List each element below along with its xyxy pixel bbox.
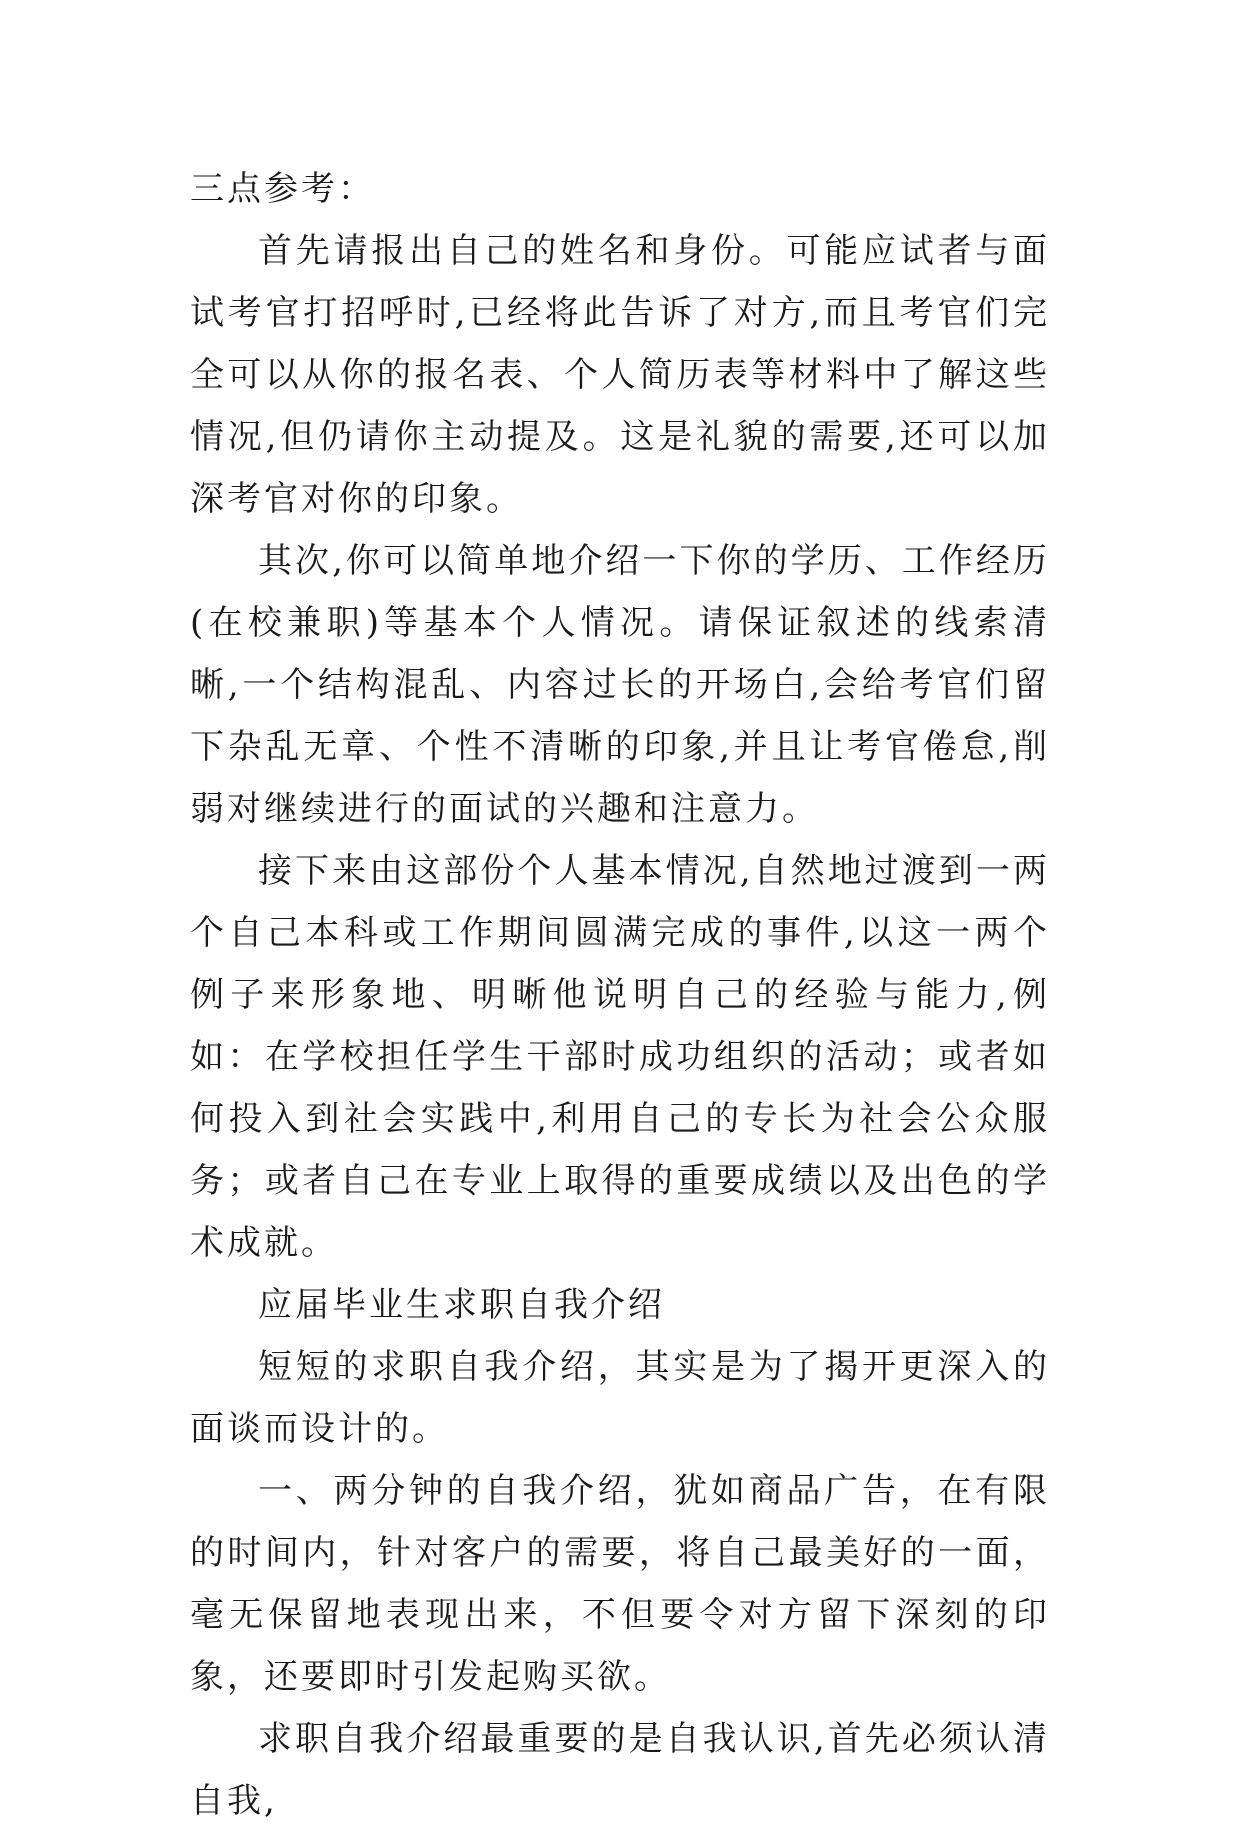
paragraph-intro-purpose: 短短的求职自我介绍，其实是为了揭开更深入的面谈而设计的。 (190, 1347, 1050, 1449)
paragraph-two-minute-intro: 一、两分钟的自我介绍，犹如商品广告，在有限的时间内，针对客户的需要，将自己最美好的一面，毫无保留地表现出来，不但要令对方留下深刻的印象，还要即时引发起购买欲。 (190, 1471, 1050, 1697)
paragraph-section-title: 应届毕业生求职自我介绍 (258, 1285, 665, 1325)
paragraph-heading-reference: 三点参考： (190, 169, 375, 209)
paragraph-self-awareness: 求职自我介绍最重要的是自我认识,首先必须认清自我, (190, 1719, 1050, 1821)
document-page (190, 158, 1050, 1832)
paragraph-education-background: 其次,你可以简单地介绍一下你的学历、工作经历(在校兼职)等基本个人情况。请保证叙述的线索清晰,一个结构混乱、内容过长的开场白,会给考官们留下杂乱无章、个性不清晰的印象,并且让考官倦怠,削弱对继续进行的面试的兴趣和注意力。 (190, 541, 1050, 829)
paragraph-experience-examples: 接下来由这部份个人基本情况,自然地过渡到一两个自己本科或工作期间圆满完成的事件,以这一两个例子来形象地、明晰他说明自己的经验与能力,例如：在学校担任学生干部时成功组织的活动；或者如何投入到社会实践中,利用自己的专长为社会公众服务；或者自己在专业上取得的重要成绩以及出色的学术成就。 (190, 851, 1050, 1263)
paragraph-name-identity: 首先请报出自己的姓名和身份。可能应试者与面试考官打招呼时,已经将此告诉了对方,而且考官们完全可以从你的报名表、个人简历表等材料中了解这些情况,但仍请你主动提及。这是礼貌的需要,还可以加深考官对你的印象。 (190, 231, 1050, 519)
